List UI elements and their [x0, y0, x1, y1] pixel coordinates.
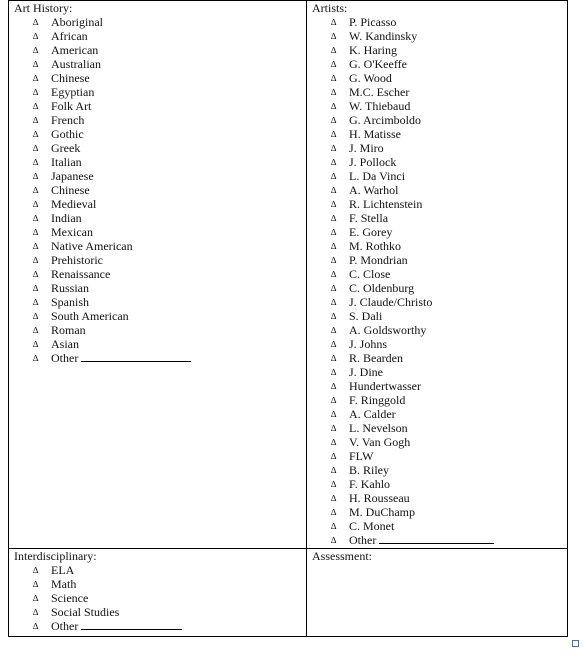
- list-item: ∆ G. Wood: [331, 71, 392, 85]
- triangle-bullet-icon: ∆: [331, 45, 337, 55]
- triangle-bullet-icon: ∆: [33, 171, 39, 181]
- triangle-bullet-icon: ∆: [33, 227, 39, 237]
- triangle-bullet-icon: ∆: [331, 423, 337, 433]
- triangle-bullet-icon: ∆: [33, 115, 39, 125]
- list-item: ∆ L. Nevelson: [331, 421, 408, 435]
- list-item: ∆ Italian: [33, 155, 82, 169]
- list-item: ∆ Gothic: [33, 127, 84, 141]
- triangle-bullet-icon: ∆: [33, 565, 39, 575]
- triangle-bullet-icon: ∆: [331, 269, 337, 279]
- triangle-bullet-icon: ∆: [33, 213, 39, 223]
- list-item: ∆ C. Close: [331, 267, 391, 281]
- triangle-bullet-icon: ∆: [33, 185, 39, 195]
- triangle-bullet-icon: ∆: [33, 73, 39, 83]
- list-item: ∆ G. Arcimboldo: [331, 113, 421, 127]
- triangle-bullet-icon: ∆: [33, 579, 39, 589]
- triangle-bullet-icon: ∆: [33, 255, 39, 265]
- list-item: ∆ F. Ringgold: [331, 393, 406, 407]
- triangle-bullet-icon: ∆: [331, 283, 337, 293]
- triangle-bullet-icon: ∆: [33, 17, 39, 27]
- triangle-bullet-icon: ∆: [331, 297, 337, 307]
- triangle-bullet-icon: ∆: [331, 367, 337, 377]
- triangle-bullet-icon: ∆: [331, 31, 337, 41]
- list-item: ∆ L. Da Vinci: [331, 169, 406, 183]
- other-blank-line[interactable]: [379, 533, 494, 544]
- triangle-bullet-icon: ∆: [331, 311, 337, 321]
- list-item: ∆ A. Warhol: [331, 183, 399, 197]
- list-item: ∆ M.C. Escher: [331, 85, 410, 99]
- art-history-list: [14, 15, 304, 365]
- artists-heading: Artists:: [312, 1, 348, 15]
- list-item: ∆ Egyptian: [33, 85, 95, 99]
- art-history-cell: [14, 1, 304, 365]
- triangle-bullet-icon: ∆: [331, 465, 337, 475]
- interdisciplinary-cell: [14, 549, 304, 633]
- list-item: ∆ V. Van Gogh: [331, 435, 411, 449]
- triangle-bullet-icon: ∆: [33, 157, 39, 167]
- triangle-bullet-icon: ∆: [33, 129, 39, 139]
- list-item: ∆ J. Pollock: [331, 155, 397, 169]
- list-item: ∆ Russian: [33, 281, 90, 295]
- list-item: ∆ J. Miro: [331, 141, 384, 155]
- triangle-bullet-icon: ∆: [33, 621, 39, 631]
- triangle-bullet-icon: ∆: [331, 507, 337, 517]
- list-item: ∆ J. Johns: [331, 337, 388, 351]
- list-item: ∆ Mexican: [33, 225, 93, 239]
- list-item: ∆ Other: [14, 619, 304, 633]
- list-item: ∆ P. Picasso: [331, 15, 397, 29]
- list-item: ∆ M. DuChamp: [331, 505, 415, 519]
- artists-list: [312, 15, 567, 547]
- list-item: ∆ M. Rothko: [331, 239, 402, 253]
- list-item: ∆ E. Gorey: [331, 225, 393, 239]
- triangle-bullet-icon: ∆: [33, 31, 39, 41]
- list-item: ∆ Math: [33, 577, 77, 591]
- list-item: ∆ Other: [14, 351, 304, 365]
- triangle-bullet-icon: ∆: [331, 17, 337, 27]
- triangle-bullet-icon: ∆: [33, 269, 39, 279]
- triangle-bullet-icon: ∆: [331, 381, 337, 391]
- triangle-bullet-icon: ∆: [331, 101, 337, 111]
- triangle-bullet-icon: ∆: [331, 199, 337, 209]
- triangle-bullet-icon: ∆: [331, 255, 337, 265]
- triangle-bullet-icon: ∆: [33, 325, 39, 335]
- list-item: ∆ Spanish: [33, 295, 90, 309]
- list-item: ∆ J. Dine: [331, 365, 383, 379]
- list-item: ∆ Australian: [33, 57, 101, 71]
- list-item: ∆ K. Haring: [331, 43, 397, 57]
- triangle-bullet-icon: ∆: [331, 521, 337, 531]
- list-item: ∆ French: [33, 113, 85, 127]
- triangle-bullet-icon: ∆: [33, 311, 39, 321]
- triangle-bullet-icon: ∆: [331, 395, 337, 405]
- list-item: ∆ South American: [33, 309, 129, 323]
- list-item: ∆ Greek: [33, 141, 81, 155]
- list-item: ∆ A. Goldsworthy: [331, 323, 427, 337]
- triangle-bullet-icon: ∆: [33, 143, 39, 153]
- column-divider: [306, 1, 307, 636]
- triangle-bullet-icon: ∆: [33, 241, 39, 251]
- triangle-bullet-icon: ∆: [33, 45, 39, 55]
- list-item: ∆ Native American: [33, 239, 133, 253]
- list-item: ∆ Renaissance: [33, 267, 111, 281]
- list-item: ∆ Chinese: [33, 71, 90, 85]
- list-item: ∆ S. Dali: [331, 309, 383, 323]
- list-item: ∆ W. Kandinsky: [331, 29, 418, 43]
- artists-cell: [312, 1, 567, 547]
- list-item: ∆ Medieval: [33, 197, 97, 211]
- triangle-bullet-icon: ∆: [331, 535, 337, 545]
- list-item: ∆ C. Monet: [331, 519, 395, 533]
- art-history-heading: Art History:: [14, 1, 73, 15]
- triangle-bullet-icon: ∆: [33, 283, 39, 293]
- list-item: ∆ F. Stella: [331, 211, 389, 225]
- other-blank-line[interactable]: [81, 619, 182, 630]
- list-item: ∆ G. O'Keeffe: [331, 57, 407, 71]
- triangle-bullet-icon: ∆: [331, 59, 337, 69]
- list-item: ∆ H. Matisse: [331, 127, 401, 141]
- list-item: ∆ P. Mondrian: [331, 253, 408, 267]
- triangle-bullet-icon: ∆: [331, 325, 337, 335]
- list-item: ∆ R. Bearden: [331, 351, 403, 365]
- triangle-bullet-icon: ∆: [33, 59, 39, 69]
- triangle-bullet-icon: ∆: [331, 451, 337, 461]
- list-item: ∆ Roman: [33, 323, 86, 337]
- list-item: ∆ W. Thiebaud: [331, 99, 411, 113]
- list-item: ∆ C. Oldenburg: [331, 281, 415, 295]
- list-item: ∆ FLW: [331, 449, 374, 463]
- triangle-bullet-icon: ∆: [331, 479, 337, 489]
- triangle-bullet-icon: ∆: [33, 199, 39, 209]
- list-item: ∆ H. Rousseau: [331, 491, 410, 505]
- triangle-bullet-icon: ∆: [33, 101, 39, 111]
- triangle-bullet-icon: ∆: [331, 339, 337, 349]
- list-item: ∆ Japanese: [33, 169, 94, 183]
- other-blank-line[interactable]: [81, 351, 191, 362]
- list-item: ∆ J. Claude/Christo: [331, 295, 433, 309]
- triangle-bullet-icon: ∆: [331, 213, 337, 223]
- triangle-bullet-icon: ∆: [33, 593, 39, 603]
- interdisciplinary-heading: Interdisciplinary:: [14, 549, 97, 563]
- triangle-bullet-icon: ∆: [331, 185, 337, 195]
- list-item: ∆ Other: [312, 533, 567, 547]
- list-item: ∆ A. Calder: [331, 407, 396, 421]
- list-item: ∆ Aboriginal: [33, 15, 103, 29]
- triangle-bullet-icon: ∆: [331, 437, 337, 447]
- triangle-bullet-icon: ∆: [331, 129, 337, 139]
- triangle-bullet-icon: ∆: [331, 87, 337, 97]
- triangle-bullet-icon: ∆: [33, 87, 39, 97]
- triangle-bullet-icon: ∆: [331, 353, 337, 363]
- list-item: ∆ Science: [33, 591, 89, 605]
- triangle-bullet-icon: ∆: [331, 157, 337, 167]
- list-item: ∆ R. Lichtenstein: [331, 197, 423, 211]
- triangle-bullet-icon: ∆: [331, 143, 337, 153]
- triangle-bullet-icon: ∆: [33, 607, 39, 617]
- triangle-bullet-icon: ∆: [331, 241, 337, 251]
- list-item: ∆ B. Riley: [331, 463, 390, 477]
- list-item: ∆ African: [33, 29, 88, 43]
- planning-table: [8, 0, 568, 637]
- list-item: ∆ Hundertwasser: [331, 379, 421, 393]
- list-item: ∆ American: [33, 43, 99, 57]
- triangle-bullet-icon: ∆: [331, 73, 337, 83]
- triangle-bullet-icon: ∆: [331, 115, 337, 125]
- assessment-cell: [312, 549, 567, 563]
- list-item: ∆ Social Studies: [33, 605, 120, 619]
- list-item: ∆ Prehistoric: [33, 253, 103, 267]
- triangle-bullet-icon: ∆: [331, 409, 337, 419]
- triangle-bullet-icon: ∆: [33, 297, 39, 307]
- table-resize-handle[interactable]: [572, 640, 579, 647]
- list-item: ∆ Indian: [33, 211, 82, 225]
- list-item: ∆ ELA: [33, 563, 75, 577]
- list-item: ∆ F. Kahlo: [331, 477, 391, 491]
- triangle-bullet-icon: ∆: [33, 353, 39, 363]
- triangle-bullet-icon: ∆: [331, 171, 337, 181]
- interdisciplinary-list: [14, 563, 304, 633]
- list-item: ∆ Asian: [33, 337, 79, 351]
- list-item: ∆ Folk Art: [33, 99, 92, 113]
- assessment-heading: Assessment:: [312, 549, 372, 563]
- triangle-bullet-icon: ∆: [331, 227, 337, 237]
- triangle-bullet-icon: ∆: [331, 493, 337, 503]
- list-item: ∆ Chinese: [33, 183, 90, 197]
- triangle-bullet-icon: ∆: [33, 339, 39, 349]
